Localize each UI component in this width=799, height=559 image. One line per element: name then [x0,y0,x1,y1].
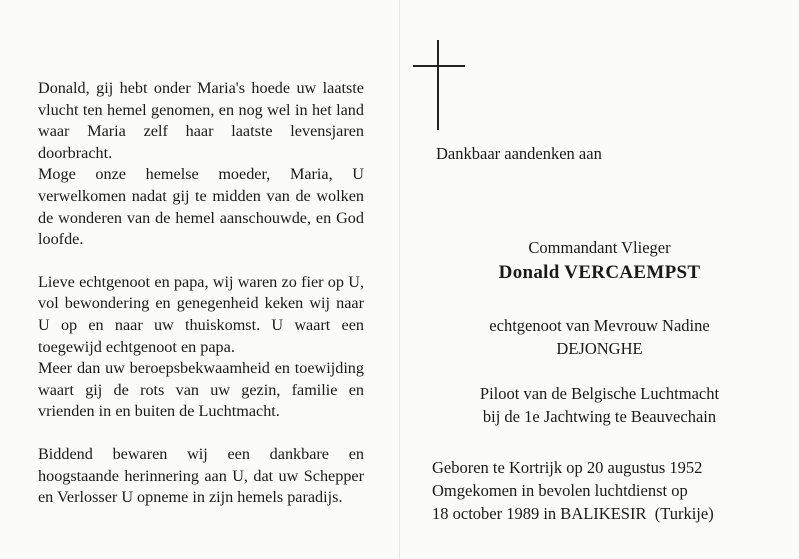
spouse-line-2: DEJONGHE [556,339,643,358]
paragraph-2: Moge onze hemelse moeder, Maria, U verwelkomen nadat gij te midden van de wolken de wonderen van de hemel aanschouwde, en God loofde. [38,165,364,249]
cross-icon [413,40,465,130]
role-line-2: bij de 1e Jachtwing te Beauvechain [482,407,717,426]
left-page [38,78,364,509]
thanks-heading: Dankbaar aandenken aan [436,144,602,163]
deceased-name: Donald VERCAEMPST [498,262,701,283]
paragraph-4: Meer dan uw beroepsbekwaamheid en toewijding waart gij de rots van uw gezin, familie en vrienden in en buiten de Luchtmacht. [38,359,364,421]
born-line-2: Omgekomen in bevolen luchtdienst op [432,481,688,500]
spouse-line-1: echtgenoot van Mevrouw Nadine [489,316,710,335]
paragraph-1: Donald, gij hebt onder Maria's hoede uw laatste vlucht ten hemel genomen, en nog wel in het land waar Maria zelf haar laatste levensjaren doorbracht. [38,79,364,162]
born-line-3: 18 october 1989 in BALIKESIR (Turkije) [432,504,714,523]
paragraph-3: Lieve echtgenoot en papa, wij waren zo fier op U, vol bewondering en genegenheid keken wij naar U op en naar uw thuiskomst. U waart een toegewijd echtgenoot en papa. [38,272,364,356]
paragraph-5: Biddend bewaren wij een dankbare en hoogstaande herinnering aan U, dat uw Schepper en Verlosser U opneme in zijn hemels paradijs. [38,444,364,507]
dates-block [432,456,714,525]
rank: Commandant Vlieger [528,238,671,257]
born-line-1: Geboren te Kortrijk op 20 augustus 1952 [432,458,703,477]
role-line-1: Piloot van de Belgische Luchtmacht [479,384,720,403]
